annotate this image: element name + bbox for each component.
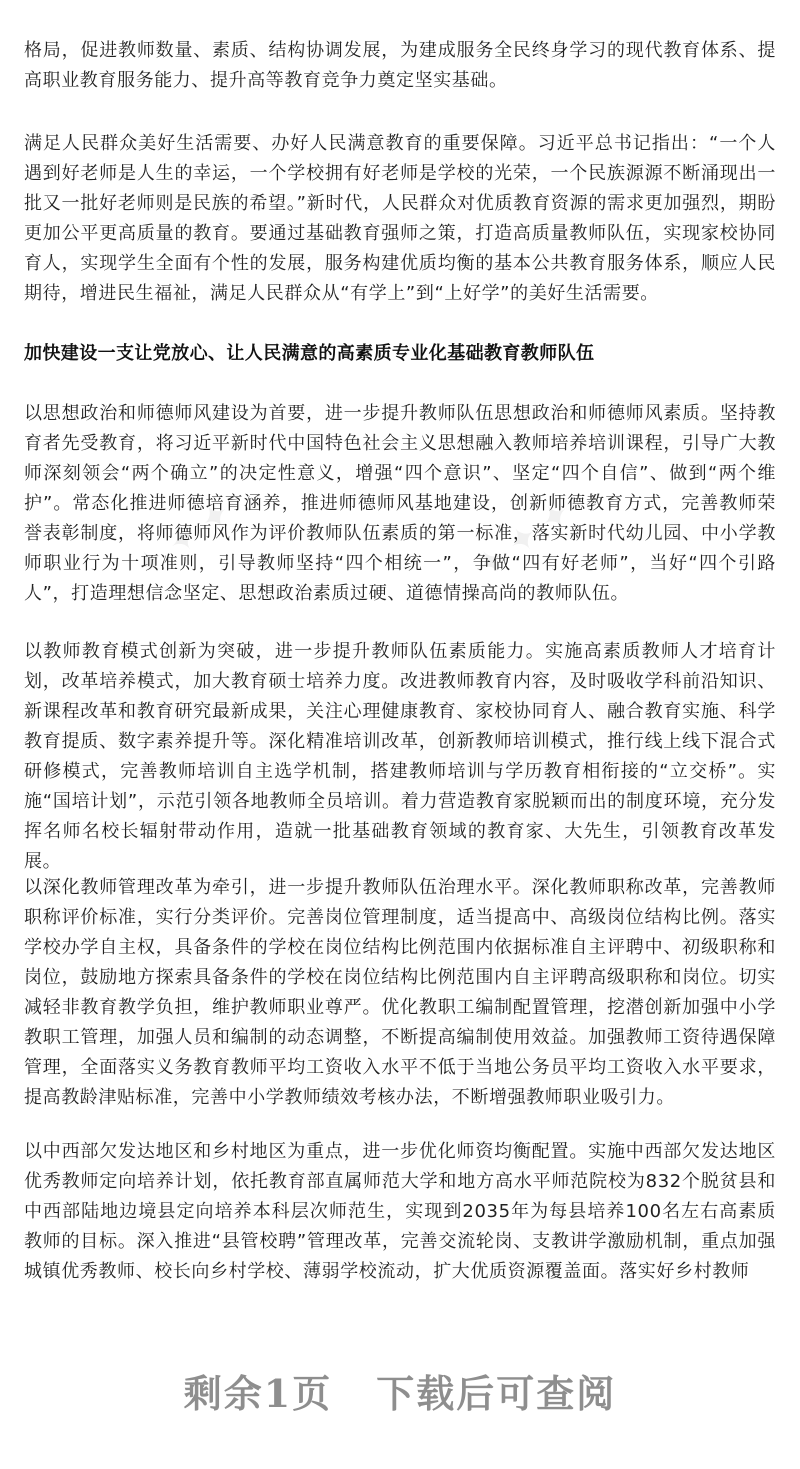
download-prompt-bar[interactable] <box>0 1365 800 1415</box>
download-to-view-label[interactable]: 下载后可查阅 <box>376 1370 617 1416</box>
paragraph-public-expectation: 满足人民群众美好生活需要、办好人民满意教育的重要保障。习近平总书记指出：“一个人遇到好老师是人生的幸运，一个学校拥有好老师是学校的光荣，一个民族源源不断涌现出一批又一批好老师则是民族的希望。”新时代，人民群众对优质教育资源的需求更加强烈，期盼更加公平更高质量的教育。要通过基础教育强师之策，打造高质量教师队伍，实现家校协同育人，实现学生全面有个性的发展，服务构建优质均衡的基本公共教育服务体系，顺应人民期待，增进民生福祉，满足人民群众从“有学上”到“上好学”的美好生活需要。 <box>24 133 776 304</box>
paragraph-teacher-education: 以教师教育模式创新为突破，进一步提升教师队伍素质能力。实施高素质教师人才培育计划，改革培养模式，加大教育硕士培养力度。改进教师教育内容，及时吸收学科前沿知识、新课程改革和教育研究最新成果，关注心理健康教育、家校协同育人、融合教育实施、科学教育提质、数字素养提升等。深化精准培训改革，创新教师培训模式，推行线上线下混合式研修模式，完善教师培训自主选学机制，搭建教师培训与学历教育相衔接的“立交桥”。实施“国培计划”，示范引领各地教师全员培训。着力营造教育家脱颖而出的制度环境，充分发挥名师名校长辐射带动作用，造就一批基础教育领域的教育家、大先生，引领教育改革发展。 <box>24 641 776 872</box>
remaining-pages-label[interactable]: 剩余1页 <box>183 1370 333 1416</box>
section-heading: 加快建设一支让党放心、让人民满意的高素质专业化基础教育教师队伍 <box>24 343 595 364</box>
paragraph-management-reform: 以深化教师管理改革为牵引，进一步提升教师队伍治理水平。深化教师职称改革，完善教师职称评价标准，实行分类评价。完善岗位管理制度，适当提高中、高级岗位结构比例。落实学校办学自主权，具备条件的学校在岗位结构比例范围内依据标准自主评聘中、初级职称和岗位，鼓励地方探索具备条件的学校在岗位结构比例范围内自主评聘高级职称和岗位。切实减轻非教育教学负担，维护教师职业尊严。优化教职工编制配置管理，挖潜创新加强中小学教职工管理，加强人员和编制的动态调整，不断提高编制使用效益。加强教师工资待遇保障管理，全面落实义务教育教师平均工资收入水平不低于当地公务员平均工资收入水平要求，提高教龄津贴标准，完善中小学教师绩效考核办法，不断增强教师职业吸引力。 <box>24 877 776 1108</box>
paragraph-ethics: 以思想政治和师德师风建设为首要，进一步提升教师队伍思想政治和师德师风素质。坚持教育者先受教育，将习近平新时代中国特色社会主义思想融入教师培养培训课程，引导广大教师深刻领会“两个确立”的决定性意义，增强“四个意识”、坚定“四个自信”、做到“两个维护”。常态化推进师德培育涵养，推进师德师风基地建设，创新师德教育方式，完善教师荣誉表彰制度，将师德师风作为评价教师队伍素质的第一标准，落实新时代幼儿园、中小学教师职业行为十项准则，引导教师坚持“四个相统一”，争做“四有好老师”，当好“四个引路人”，打造理想信念坚定、思想政治素质过硬、道德情操高尚的教师队伍。 <box>24 403 776 604</box>
paragraph-regional-balance: 以中西部欠发达地区和乡村地区为重点，进一步优化师资均衡配置。实施中西部欠发达地区优秀教师定向培养计划，依托教育部直属师范大学和地方高水平师范院校为832个脱贫县和中西部陆地边境县定向培养本科层次师范生，实现到2035年为每县培养100名左右高素质教师的目标。深入推进“县管校聘”管理改革，完善交流轮岗、支教讲学激励机制，重点加强城镇优秀教师、校长向乡村学校、薄弱学校流动，扩大优质资源覆盖面。落实好乡村教师 <box>24 1141 776 1282</box>
watermark-right: ✦ ✦ ✦ <box>468 492 579 588</box>
watermark-left: ✦ ✦ ✦ <box>128 492 239 588</box>
paragraph-intro-continuation: 格局，促进教师数量、素质、结构协调发展，为建成服务全民终身学习的现代教育体系、提高职业教育服务能力、提升高等教育竞争力奠定坚实基础。 <box>24 40 776 91</box>
